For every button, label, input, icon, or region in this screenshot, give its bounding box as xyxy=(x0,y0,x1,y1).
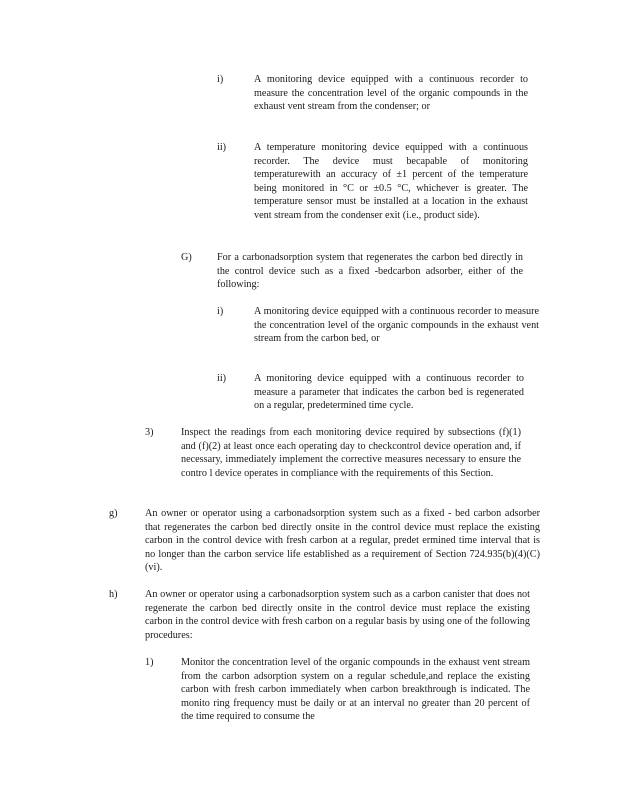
clause-marker: h) xyxy=(109,589,118,600)
clause-text: A temperature monitoring device equipped with a continuous recorder. The device must becapable of monitoring temperaturewith an accuracy of ±1 percent of the temperature being monitored in °C or ±0.5 °C, whichever is greater. The temperature sensor must be installed at a location in the exhaust vent stream from the condenser exit (i.e., product side). xyxy=(254,142,528,221)
clause-marker: G) xyxy=(181,252,192,263)
clause-marker: ii) xyxy=(217,142,227,153)
clause-text: For a carbonadsorption system that regenerates the carbon bed directly in the control device such as a fixed -bedcarbon adsorber, either of the following: xyxy=(217,252,523,291)
clause-marker: 1) xyxy=(145,657,154,668)
clause-text: Inspect the readings from each monitoring device required by subsections (f)(1) and (f)(2) at least once each operating day to checkcontrol device operation and, if necessary, immediately implement the corrective measures necessary to ensure the contro l device operates in compliance with the requirements of this Section. xyxy=(181,427,521,479)
clause-marker: ii) xyxy=(217,373,227,384)
clause-marker: g) xyxy=(109,508,118,519)
clause-text: A monitoring device equipped with a continuous recorder to measure the concentration level of the organic compounds in the exhaust vent stream from the condenser; or xyxy=(254,74,528,113)
clause-marker: i) xyxy=(217,74,224,85)
clause-marker: i) xyxy=(217,306,224,317)
clause-marker: 3) xyxy=(145,427,154,438)
clause-text: An owner or operator using a carbonadsorption system such as a fixed - bed carbon adsorber that regenerates the carbon bed directly onsite in the control device must replace the existing carbon in the control device with fresh carbon at a regular, predet ermined time interval that is no longer than the carbon service life established as a requirement of Section 724.935(b)(4)(C)(vi). xyxy=(145,508,540,574)
clause-text: A monitoring device equipped with a continuous recorder to measure a parameter that indicates the carbon bed is regenerated on a regular, predetermined time cycle. xyxy=(254,373,524,412)
clause-text: An owner or operator using a carbonadsorption system such as a carbon canister that does not regenerate the carbon bed directly onsite in the control device must replace the existing carbon in the control device with fresh carbon on a regular basis by using one of the following procedures: xyxy=(145,589,530,641)
clause-text: A monitoring device equipped with a continuous recorder to measure the concentration level of the organic compounds in the exhaust vent stream from the carbon bed, or xyxy=(254,306,539,345)
clause-text: Monitor the concentration level of the organic compounds in the exhaust vent stream from the carbon adsorption system on a regular schedule,and replace the existing carbon with fresh carbon immediately when carbon breakthrough is indicated. The monito ring frequency must be daily or at an interval no greater than 20 percent of the time required to consume the xyxy=(181,657,530,723)
